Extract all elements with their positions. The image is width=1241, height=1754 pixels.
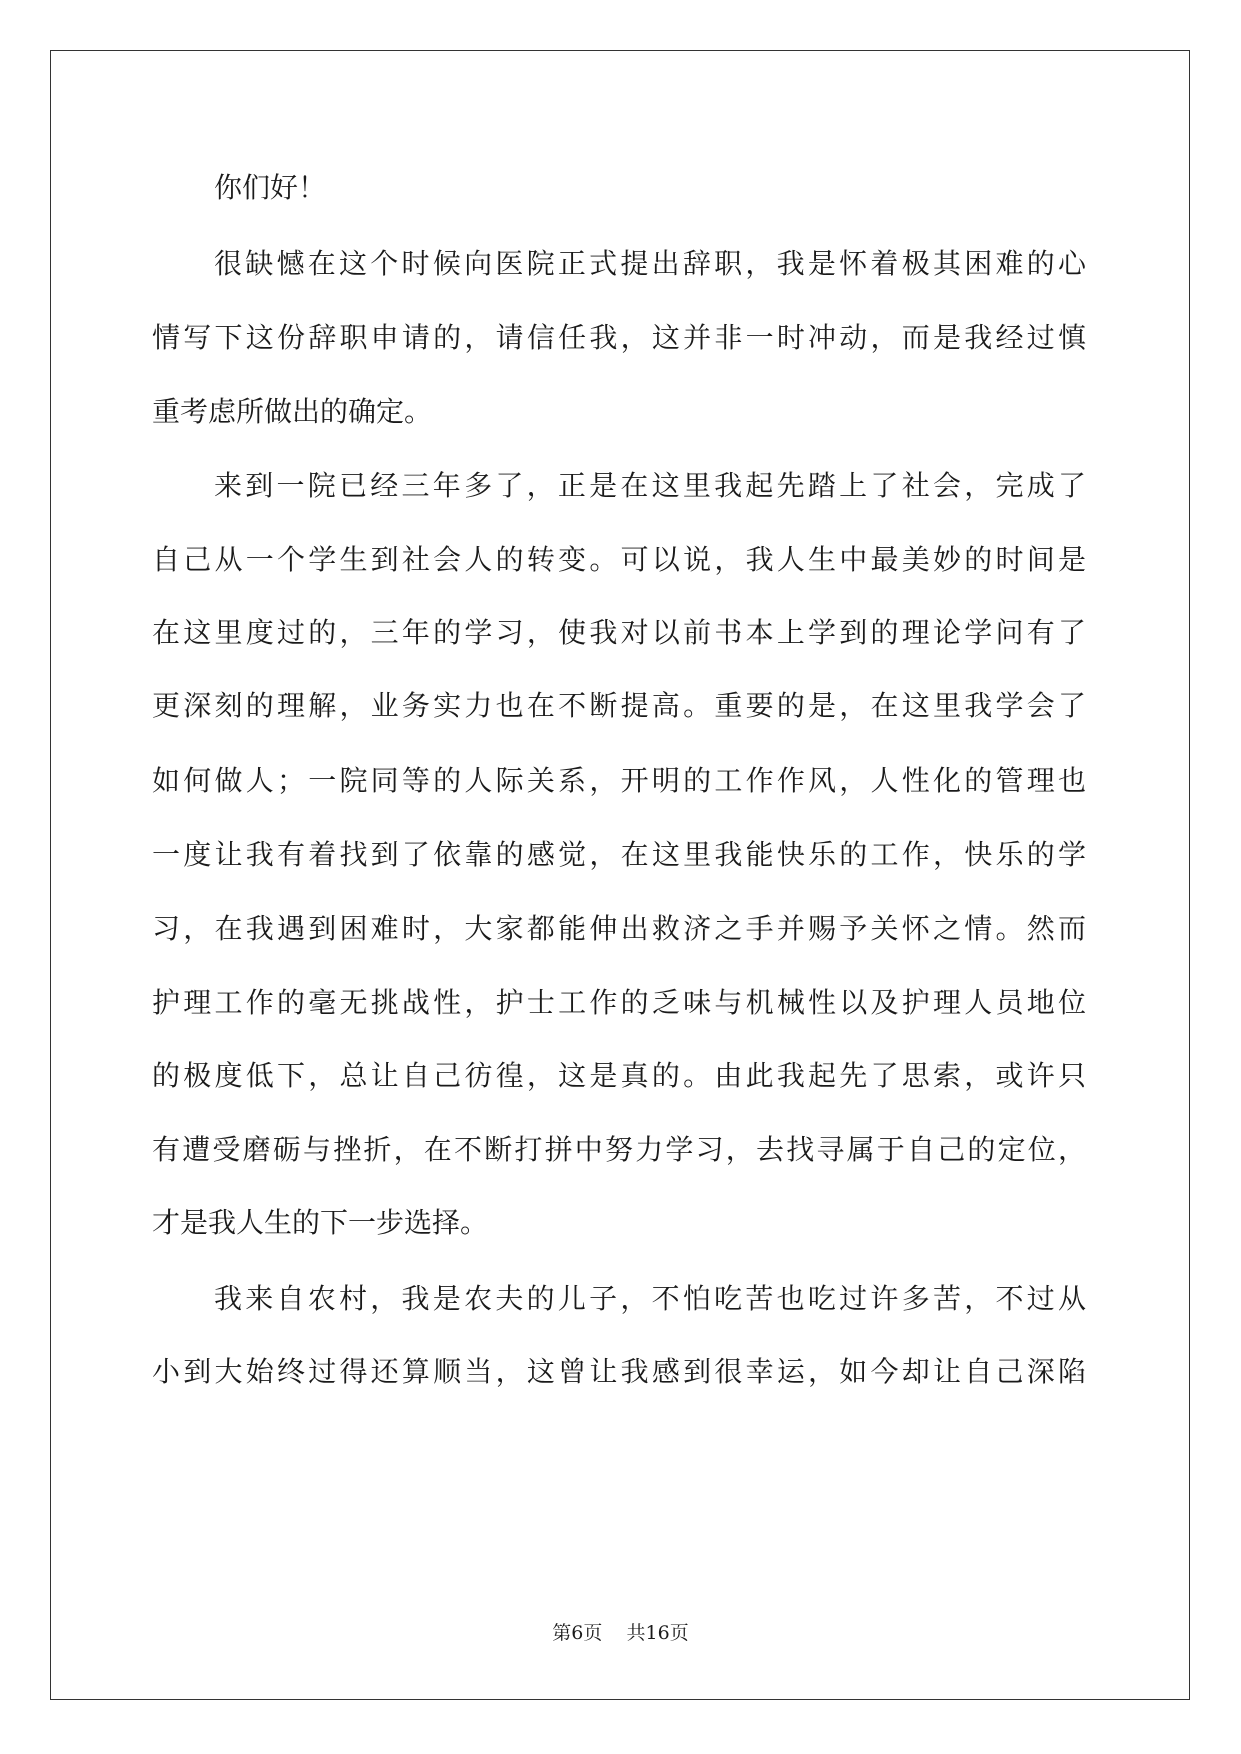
text-line: 来到一院已经三年多了，正是在这里我起先踏上了社会，完成了 xyxy=(214,469,1086,502)
text-line: 重考虑所做出的确定。 xyxy=(152,395,433,428)
page-number-footer: 第6页 共16页 xyxy=(552,1622,689,1644)
page-border xyxy=(50,50,1190,1700)
text-line: 如何做人；一院同等的人际关系，开明的工作作风，人性化的管理也 xyxy=(152,764,1086,797)
greeting-line: 你们好！ xyxy=(214,171,327,204)
text-line: 的极度低下，总让自己彷徨，这是真的。由此我起先了思索，或许只 xyxy=(152,1059,1086,1092)
text-line: 在这里度过的，三年的学习，使我对以前书本上学到的理论学问有了 xyxy=(152,616,1086,649)
text-line: 我来自农村，我是农夫的儿子，不怕吃苦也吃过许多苦，不过从 xyxy=(214,1282,1086,1315)
text-line: 才是我人生的下一步选择。 xyxy=(152,1206,489,1239)
text-line: 情写下这份辞职申请的，请信任我，这并非一时冲动，而是我经过慎 xyxy=(152,321,1086,354)
text-line: 很缺憾在这个时候向医院正式提出辞职，我是怀着极其困难的心 xyxy=(214,247,1086,280)
text-line: 有遭受磨砺与挫折，在不断打拼中努力学习，去找寻属于自己的定位， xyxy=(152,1133,1086,1166)
text-line: 一度让我有着找到了依靠的感觉，在这里我能快乐的工作，快乐的学 xyxy=(152,838,1086,871)
text-line: 更深刻的理解，业务实力也在不断提高。重要的是，在这里我学会了 xyxy=(152,689,1086,722)
text-line: 小到大始终过得还算顺当，这曾让我感到很幸运，如今却让自己深陷 xyxy=(152,1355,1086,1388)
text-line: 护理工作的毫无挑战性，护士工作的乏味与机械性以及护理人员地位 xyxy=(152,986,1086,1019)
text-line: 自己从一个学生到社会人的转变。可以说，我人生中最美妙的时间是 xyxy=(152,543,1086,576)
text-line: 习，在我遇到困难时，大家都能伸出救济之手并赐予关怀之情。然而 xyxy=(152,912,1086,945)
